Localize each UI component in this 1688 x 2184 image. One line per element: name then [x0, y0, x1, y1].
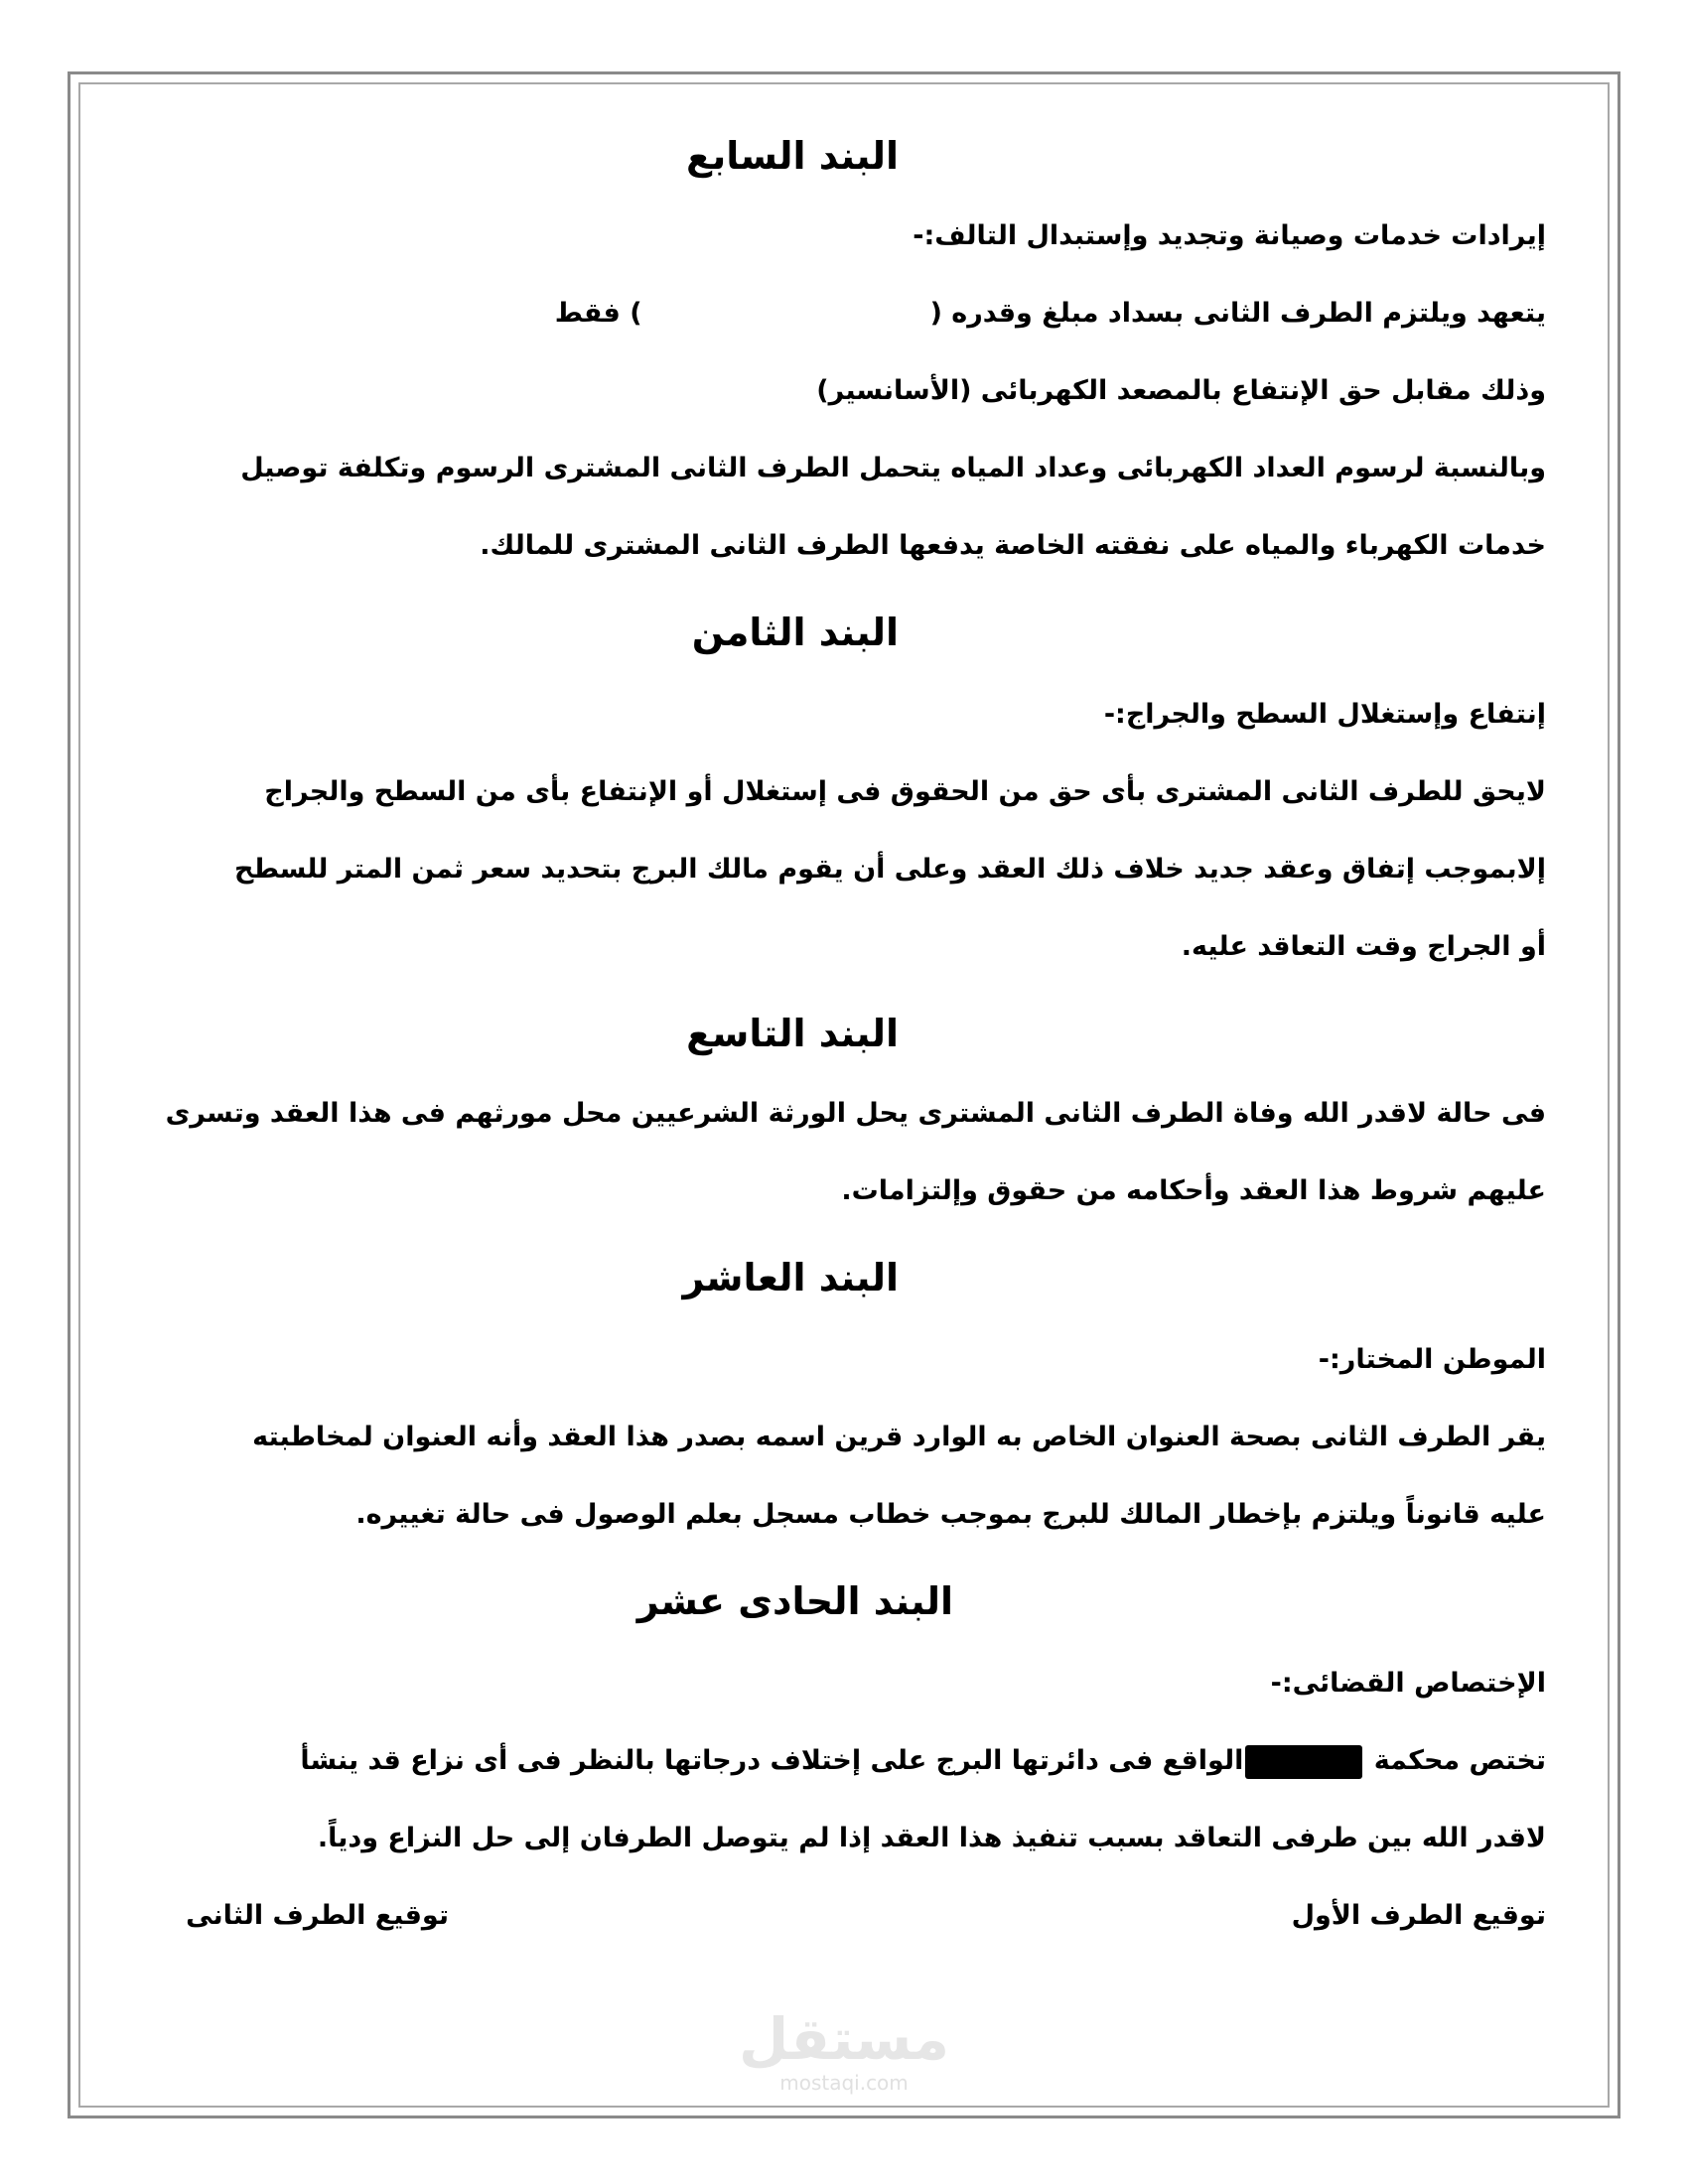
clause-9-line-1: فى حالة لاقدر الله وفاة الطرف الثانى المشترى يحل الورثة الشرعيين محل مورثهم فى هذا العقد وتسرى — [165, 1098, 1546, 1129]
clause-7-heading: البند السابع — [686, 134, 899, 178]
clause-7-line-1 — [555, 294, 1546, 334]
clause-11-line-1 — [300, 1741, 1546, 1781]
clause-10-subtitle: الموطن المختار:- — [1318, 1344, 1546, 1375]
clause-7-amount-suffix: ) فقط — [554, 298, 642, 329]
clause-11-line-2: لاقدر الله بين طرفى التعاقد بسبب تنفيذ هذا العقد إذا لم يتوصل الطرفان إلى حل النزاع ودياً. — [317, 1823, 1546, 1853]
clause-10-line-2: عليه قانوناً ويلتزم بإخطار المالك للبرج بموجب خطاب مسجل بعلم الوصول فى حالة تغييره. — [355, 1499, 1546, 1530]
clause-8-line-3: أو الجراج وقت التعاقد عليه. — [1181, 931, 1546, 962]
clause-7-subtitle: إيرادات خدمات وصيانة وتجديد وإستبدال التالف:- — [913, 220, 1546, 251]
clause-11-heading: البند الحادى عشر — [636, 1579, 953, 1623]
court-label: تختص محكمة — [1373, 1745, 1546, 1776]
clause-10-heading: البند العاشر — [682, 1256, 899, 1299]
clause-9-line-2: عليهم شروط هذا العقد وأحكامه من حقوق وإلتزامات. — [841, 1175, 1546, 1206]
watermark-latin: mostaqi.com — [779, 2071, 909, 2095]
redacted-court-name — [1245, 1745, 1362, 1779]
clause-7-line-4: خدمات الكهرباء والمياه على نفقته الخاصة يدفعها الطرف الثانى المشترى للمالك. — [480, 530, 1546, 561]
clause-8-heading: البند الثامن — [691, 611, 899, 654]
clause-7-line-3: وبالنسبة لرسوم العداد الكهربائى وعداد المياه يتحمل الطرف الثانى المشترى الرسوم وتكلفة توصيل — [240, 453, 1546, 483]
clause-7-amount-text: يتعهد ويلتزم الطرف الثانى بسداد مبلغ وقدره ( — [929, 298, 1546, 329]
watermark-arabic: مستقل — [738, 2005, 950, 2073]
mostaql-watermark — [735, 2007, 953, 2116]
clause-9-heading: البند التاسع — [686, 1012, 899, 1055]
clause-7-line-2: وذلك مقابل حق الإنتفاع بالمصعد الكهربائى (الأسانسير) — [816, 375, 1546, 406]
clause-11-subtitle: الإختصاص القضائى:- — [1270, 1668, 1546, 1699]
clause-8-line-1: لايحق للطرف الثانى المشترى بأى حق من الحقوق فى إستغلال أو الإنتفاع بأى من السطح والجراج — [264, 776, 1546, 807]
clause-8-line-2: إلابموجب إتفاق وعقد جديد خلاف ذلك العقد وعلى أن يقوم مالك البرج بتحديد سعر ثمن المتر للسطح — [234, 854, 1546, 885]
clause-8-subtitle: إنتفاع وإستغلال السطح والجراج:- — [1103, 699, 1546, 730]
clause-10-line-1: يقر الطرف الثانى بصحة العنوان الخاص به الوارد قرين اسمه بصدر هذا العقد وأنه العنوان لمخاطبته — [252, 1422, 1546, 1452]
clause-11-line-1-rest: الواقع فى دائرتها البرج على إختلاف درجاتها بالنظر فى أى نزاع قد ينشأ — [300, 1745, 1244, 1776]
first-party-signature-label: توقيع الطرف الأول — [1291, 1900, 1546, 1931]
second-party-signature-label: توقيع الطرف الثانى — [186, 1900, 449, 1931]
